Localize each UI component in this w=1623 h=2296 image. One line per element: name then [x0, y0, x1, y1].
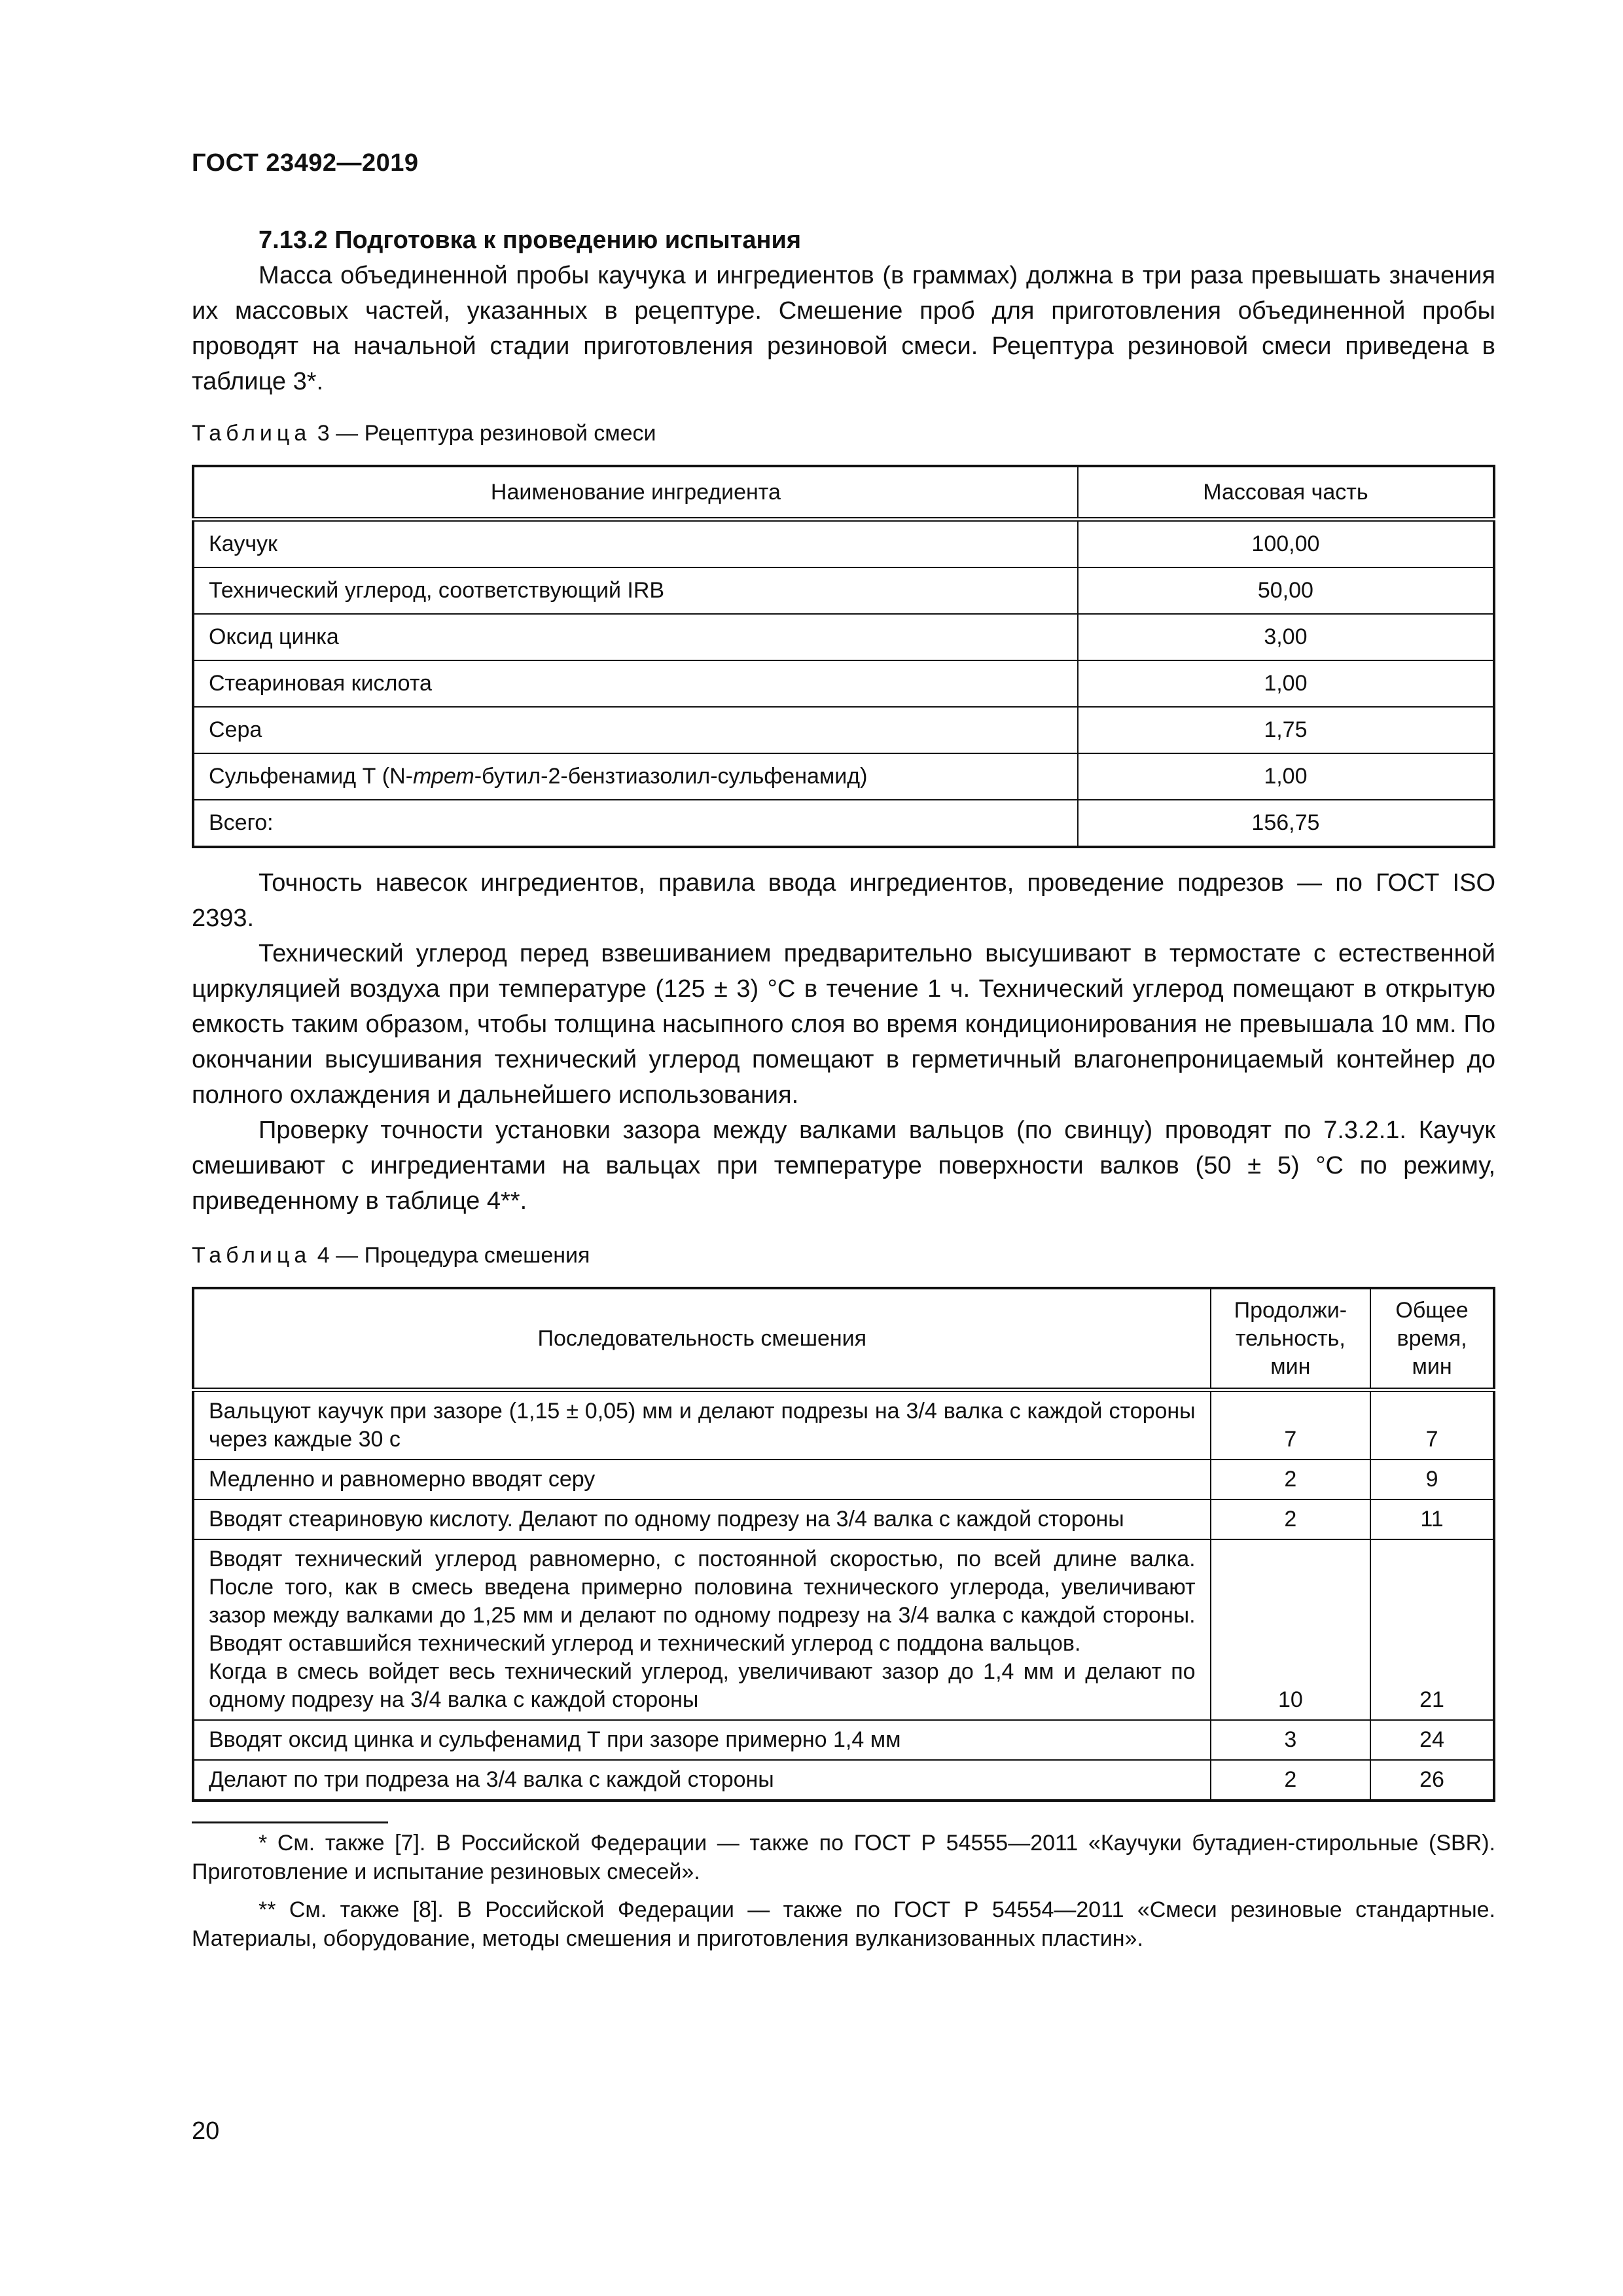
- carbon-drying-paragraph: Технический углерод перед взвешиванием предварительно высушивают в термостате с естественной циркуляцией воздуха при температуре (125 ± 3) °С в течение 1 ч. Технический углерод помещают в открытую емкость таким образом, чтобы толщина насыпного слоя во время кондиционирования не превышала 10 мм. По окончании высушивания технический углерод помещают в герметичный влагонепроницаемый контейнер до полного охлаждения и дальнейшего использования.: [192, 940, 1495, 1109]
- footnote-1: * См. также [7]. В Российской Федерации — также по ГОСТ Р 54555—2011 «Каучуки бутадиен-стирольные (SBR). Приготовление и испытание резиновых смесей».: [192, 1831, 1495, 1884]
- step-description: Вводят оксид цинка и сульфенамид Т при зазоре примерно 1,4 мм: [193, 1720, 1211, 1760]
- document-header: ГОСТ 23492—2019: [192, 149, 419, 177]
- mixing-paragraph: Проверку точности установки зазора между валками вальцов (по свинцу) проводят по 7.3.2.1. Каучук смешивают с ингредиентами на вальцах при температуре поверхности валков (50 ± 5) °С по режиму, приведенному в таблице 4**.: [192, 1117, 1495, 1215]
- table-row: [193, 1539, 1494, 1720]
- ingredient-name: Сера: [193, 707, 1078, 753]
- table4-header-sequence: Последовательность смешения: [193, 1288, 1211, 1390]
- page-content: [192, 223, 1495, 1962]
- table-row: [193, 1720, 1494, 1760]
- step-description: Делают по три подреза на 3/4 валка с каждой стороны: [193, 1760, 1211, 1801]
- table-row: [193, 1390, 1494, 1460]
- table3-caption: [192, 419, 1495, 448]
- table-row-total: [193, 800, 1494, 847]
- table4-header-total: [1370, 1288, 1494, 1390]
- ingredient-name: Каучук: [193, 520, 1078, 568]
- table-row: [193, 753, 1494, 800]
- step-duration: 10: [1211, 1539, 1371, 1720]
- step-description-part: Вводят технический углерод равномерно, с постоянной скоростью, по всей длине валка. После того, как в смесь введена примерно половина технического углерода, увеличивают зазор между валками до 1,25 мм и делают по одному подрезу на 3/4 валка с каждой стороны. Вводят оставшийся технический углерод и технический углерод с поддона вальцов.: [209, 1547, 1196, 1656]
- section-title: 7.13.2 Подготовка к проведению испытания: [259, 226, 801, 254]
- intro-paragraph: Масса объединенной пробы каучука и ингредиентов (в граммах) должна в три раза превышать значения их массовых частей, указанных в рецептуре. Смешение проб для приготовления объединенной пробы проводят на начальной стадии приготовления резиновой смеси. Рецептура резиновой смеси приведена в таблице 3*.: [192, 262, 1495, 395]
- table-row: [193, 1760, 1494, 1801]
- mixing-procedure-table: [192, 1287, 1495, 1802]
- ingredient-name: Стеариновая кислота: [193, 660, 1078, 707]
- ingredient-mass: 1,75: [1078, 707, 1494, 753]
- table4-caption-word: Таблица: [192, 1243, 312, 1268]
- footnote-divider: [192, 1821, 388, 1823]
- ingredient-mass: 100,00: [1078, 520, 1494, 568]
- ingredient-name: [193, 753, 1078, 800]
- table-row: [193, 520, 1494, 568]
- step-description-part: Когда в смесь войдет весь технический углерод, увеличивают зазор до 1,4 мм и делают по одному подрезу на 3/4 валка с каждой стороны: [209, 1659, 1196, 1712]
- step-duration: 7: [1211, 1390, 1371, 1460]
- step-description: Медленно и равномерно вводят серу: [193, 1460, 1211, 1499]
- table3-caption-title: 3 — Рецептура резиновой смеси: [317, 421, 656, 446]
- footnote-2: ** См. также [8]. В Российской Федерации — также по ГОСТ Р 54554—2011 «Смеси резиновые стандартные. Материалы, оборудование, методы смешения и приготовления вулканизованных пластин».: [192, 1897, 1495, 1951]
- ingredient-mass: 1,00: [1078, 660, 1494, 707]
- total-mass: 156,75: [1078, 800, 1494, 847]
- step-duration: 2: [1211, 1499, 1371, 1539]
- ingredient-mass: 1,00: [1078, 753, 1494, 800]
- table3-caption-word: Таблица: [192, 421, 312, 446]
- table-row: [193, 660, 1494, 707]
- step-description: Вальцуют каучук при зазоре (1,15 ± 0,05) мм и делают подрезы на 3/4 валка с каждой стороны через каждые 30 с: [193, 1390, 1211, 1460]
- ingredient-mass: 3,00: [1078, 614, 1494, 660]
- header-line: мин: [1412, 1354, 1452, 1379]
- step-total: 26: [1370, 1760, 1494, 1801]
- step-total: 11: [1370, 1499, 1494, 1539]
- table4-caption-title: 4 — Процедура смешения: [317, 1243, 590, 1268]
- recipe-table: [192, 465, 1495, 848]
- step-total: 21: [1370, 1539, 1494, 1720]
- total-label: Всего:: [193, 800, 1078, 847]
- ingredient-name: Оксид цинка: [193, 614, 1078, 660]
- page-number: 20: [192, 2117, 220, 2145]
- ingredient-name-part: Сульфенамид Т (N-: [209, 764, 413, 789]
- ingredient-name-part: -бутил-2-бензтиазолил-сульфенамид): [474, 764, 868, 789]
- step-total: 9: [1370, 1460, 1494, 1499]
- table4-header-duration: [1211, 1288, 1371, 1390]
- step-total: 24: [1370, 1720, 1494, 1760]
- ingredient-name: Технический углерод, соответствующий IRB: [193, 567, 1078, 614]
- header-line: Продолжи-: [1234, 1297, 1347, 1323]
- table4-caption: [192, 1241, 1495, 1270]
- step-duration: 2: [1211, 1460, 1371, 1499]
- table-row: [193, 614, 1494, 660]
- table3-header-ingredient: Наименование ингредиента: [193, 466, 1078, 520]
- accuracy-paragraph: Точность навесок ингредиентов, правила ввода ингредиентов, проведение подрезов — по ГОСТ ISO 2393.: [192, 869, 1495, 932]
- step-duration: 2: [1211, 1760, 1371, 1801]
- header-line: Общее: [1395, 1297, 1469, 1323]
- ingredient-mass: 50,00: [1078, 567, 1494, 614]
- step-total: 7: [1370, 1390, 1494, 1460]
- ingredient-name-italic: трет: [413, 764, 474, 789]
- table-row: [193, 1460, 1494, 1499]
- step-description: Вводят стеариновую кислоту. Делают по одному подрезу на 3/4 валка с каждой стороны: [193, 1499, 1211, 1539]
- step-duration: 3: [1211, 1720, 1371, 1760]
- table-row: [193, 707, 1494, 753]
- table3-header-mass: Массовая часть: [1078, 466, 1494, 520]
- header-line: тельность,: [1235, 1325, 1346, 1351]
- step-description: [193, 1539, 1211, 1720]
- header-line: время,: [1397, 1325, 1467, 1351]
- header-line: мин: [1270, 1354, 1311, 1379]
- table-row: [193, 567, 1494, 614]
- table-row: [193, 1499, 1494, 1539]
